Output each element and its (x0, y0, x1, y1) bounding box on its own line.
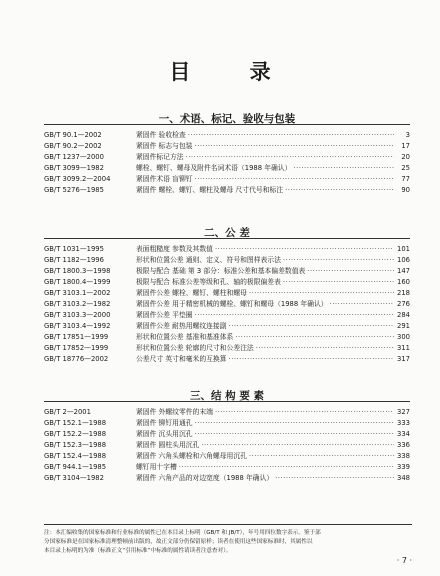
entry-page-number: 25 (401, 164, 410, 172)
standard-number: GB/T 3103.1—2002 (44, 289, 111, 297)
toc-entry[interactable] (44, 277, 410, 288)
toc-entries (44, 244, 410, 365)
section-header (44, 224, 410, 240)
dot-leader (195, 310, 394, 321)
standard-number: GB/T 1237—2000 (44, 153, 104, 161)
toc-entry[interactable] (44, 354, 410, 365)
standard-number: GB/T 17851—1999 (44, 333, 109, 341)
dot-leader (275, 473, 394, 484)
page-number: · 7 · (396, 556, 412, 565)
entry-page-number: 20 (401, 153, 410, 161)
toc-entry[interactable] (44, 299, 410, 310)
entry-title: 紧固件公差 平垫圈 (136, 311, 193, 319)
standard-number: GB/T 944.1—1985 (44, 463, 107, 471)
dot-leader (215, 407, 394, 418)
section-rule (44, 238, 410, 239)
toc-entries (44, 130, 410, 196)
section-title: 三、结 构 要 素 (190, 390, 264, 402)
entry-title: 形状和位置公差 通则、定义、符号和图样表示法 (136, 256, 281, 264)
entry-title: 公差尺寸 英寸和毫米的互换算 (136, 355, 227, 363)
toc-entry[interactable] (44, 130, 410, 141)
standard-number: GB/T 3103.3—2000 (44, 311, 111, 319)
entry-page-number: 3 (405, 131, 410, 139)
entry-page-number: 334 (397, 430, 410, 438)
dot-leader (293, 163, 394, 174)
standard-number: GB/T 152.1—1988 (44, 419, 107, 427)
entry-title: 紧固件 验收检查 (136, 131, 186, 139)
entry-title: 紧固件公差 耐热用螺纹连接副 (136, 322, 227, 330)
toc-entry[interactable] (44, 343, 410, 354)
entry-page-number: 90 (401, 186, 410, 194)
toc-entry[interactable] (44, 462, 410, 473)
standard-number: GB/T 1182—1996 (44, 256, 104, 264)
toc-section-structural-elements (44, 387, 410, 484)
footnote (44, 524, 412, 556)
dot-leader (283, 255, 394, 266)
dot-leader (215, 244, 394, 255)
dot-leader (229, 321, 394, 332)
dot-leader (195, 429, 394, 440)
dot-leader (201, 440, 394, 451)
entry-page-number: 333 (397, 419, 410, 427)
page-title: 目 录 (169, 59, 297, 84)
footnote-line: 分国家标准是在国家标准清理整顿前出版的，故正文部分仍保留原样；读者在使用这些国家标准时，其属性以 (44, 539, 313, 545)
standard-number: GB/T 5276—1985 (44, 186, 104, 194)
entry-title: 紧固件 标志与包装 (136, 142, 193, 150)
standard-number: GB/T 152.4—1988 (44, 452, 107, 460)
entry-title: 紧固件 六角产品的对边宽度（1988 年确认） (136, 474, 274, 482)
dot-leader (256, 343, 394, 354)
entry-page-number: 147 (397, 267, 410, 275)
section-header (44, 387, 410, 403)
entry-title: 表面粗糙度 参数及其数值 (136, 245, 213, 253)
entry-title: 形状和位置公差 轮廓的尺寸和公差注法 (136, 344, 254, 352)
entry-page-number: 300 (397, 333, 410, 341)
entry-title: 紧固件术语 盲铆钉 (136, 175, 193, 183)
standard-number: GB/T 3103.2—1982 (44, 300, 111, 308)
toc-entry[interactable] (44, 451, 410, 462)
entry-page-number: 17 (401, 142, 410, 150)
section-rule (44, 401, 410, 402)
entry-title: 紧固件 螺栓、螺钉、螺柱及螺母 尺寸代号和标注 (136, 186, 284, 194)
entry-page-number: 311 (397, 344, 410, 352)
entry-title: 螺钉用十字槽 (136, 463, 177, 471)
entry-page-number: 106 (397, 256, 410, 264)
standard-number: GB/T 3103.4—1992 (44, 322, 111, 330)
toc-section-tolerances (44, 224, 410, 365)
entry-page-number: 291 (397, 322, 410, 330)
standard-number: GB/T 1800.3—1998 (44, 267, 111, 275)
toc-section-terminology (44, 110, 410, 196)
toc-entry[interactable] (44, 244, 410, 255)
standard-number: GB/T 18776—2002 (44, 355, 109, 363)
standard-number: GB/T 90.2—2002 (44, 142, 102, 150)
entry-title: 极限与配合 基础 第 3 部分：标准公差和基本偏差数值表 (136, 267, 306, 275)
section-title: 二、公 差 (204, 227, 250, 239)
entry-page-number: 101 (397, 245, 410, 253)
entry-page-number: 348 (397, 474, 410, 482)
dot-leader (285, 185, 394, 196)
entry-page-number: 336 (397, 441, 410, 449)
toc-entry[interactable] (44, 310, 410, 321)
entry-page-number: 284 (397, 311, 410, 319)
dot-leader (186, 152, 394, 163)
dot-leader (195, 141, 394, 152)
standard-number: GB/T 1031—1995 (44, 245, 104, 253)
dot-leader (229, 354, 394, 365)
entry-title: 紧固件公差 用于精密机械的螺栓、螺钉和螺母（1988 年确认） (136, 300, 328, 308)
standard-number: GB/T 152.3—1988 (44, 441, 107, 449)
entry-page-number: 338 (397, 452, 410, 460)
standard-number: GB/T 152.2—1988 (44, 430, 107, 438)
footnote-line: 注：本汇编收集的国家标准和行业标准的属性已在本目录上标明（GB/T 和 JB/T），年号用四位数字表示。鉴于部 (44, 530, 321, 536)
section-header (44, 110, 410, 126)
dot-leader (179, 462, 394, 473)
toc-entry[interactable] (44, 266, 410, 277)
entry-title: 螺栓、螺钉、螺母及附件名词术语（1988 年确认） (136, 164, 292, 172)
standard-number: GB/T 3099—1982 (44, 164, 104, 172)
entry-page-number: 160 (397, 278, 410, 286)
toc-entry[interactable] (44, 440, 410, 451)
section-title: 一、术语、标记、验收与包装 (158, 113, 296, 125)
standard-number: GB/T 90.1—2002 (44, 131, 102, 139)
dot-leader (195, 174, 394, 185)
entry-title: 紧固件 铆钉用通孔 (136, 419, 193, 427)
dot-leader (195, 418, 394, 429)
toc-entries (44, 407, 410, 484)
entry-page-number: 276 (397, 300, 410, 308)
toc-entry[interactable] (44, 185, 410, 196)
toc-entry[interactable] (44, 141, 410, 152)
entry-page-number: 339 (397, 463, 410, 471)
entry-title: 紧固件 外螺纹零件的末端 (136, 408, 213, 416)
standard-number: GB/T 1800.4—1999 (44, 278, 111, 286)
toc-entry[interactable] (44, 163, 410, 174)
dot-leader (249, 288, 394, 299)
entry-title: 紧固件 沉头用沉孔 (136, 430, 193, 438)
standard-number: GB/T 2—2001 (44, 408, 91, 416)
standard-number: GB/T 17852—1999 (44, 344, 109, 352)
dot-leader (307, 266, 394, 277)
toc-entry[interactable] (44, 321, 410, 332)
toc-entry[interactable] (44, 407, 410, 418)
dot-leader (188, 130, 394, 141)
toc-entry[interactable] (44, 429, 410, 440)
toc-entry[interactable] (44, 174, 410, 185)
entry-title: 紧固件公差 螺栓、螺钉、螺柱和螺母 (136, 289, 247, 297)
entry-title: 极限与配合 标准公差等级和孔、轴的极限偏差表 (136, 278, 281, 286)
entry-title: 形状和位置公差 基准和基准体系 (136, 333, 234, 341)
toc-entry[interactable] (44, 332, 410, 343)
toc-entry[interactable] (44, 255, 410, 266)
entry-page-number: 77 (401, 175, 410, 183)
toc-entry[interactable] (44, 418, 410, 429)
entry-title: 紧固件 圆柱头用沉孔 (136, 441, 200, 449)
footnote-line: 本目录上标明的为准（标准正文“引用标准”中标准的属性请读者注意查对）。 (44, 548, 232, 554)
entry-page-number: 218 (397, 289, 410, 297)
toc-entry[interactable] (44, 288, 410, 299)
entry-title: 紧固件 六角头螺栓和六角螺母用沉孔 (136, 452, 247, 460)
dot-leader (235, 332, 394, 343)
section-rule (44, 124, 410, 125)
dot-leader (249, 451, 394, 462)
dot-leader (330, 299, 394, 310)
entry-title: 紧固件标记方法 (136, 153, 184, 161)
standard-number: GB/T 3104—1982 (44, 474, 104, 482)
entry-page-number: 317 (397, 355, 410, 363)
entry-page-number: 327 (397, 408, 410, 416)
toc-entry[interactable] (44, 152, 410, 163)
toc-entry[interactable] (44, 473, 410, 484)
standard-number: GB/T 3099.2—2004 (44, 175, 111, 183)
dot-leader (283, 277, 394, 288)
